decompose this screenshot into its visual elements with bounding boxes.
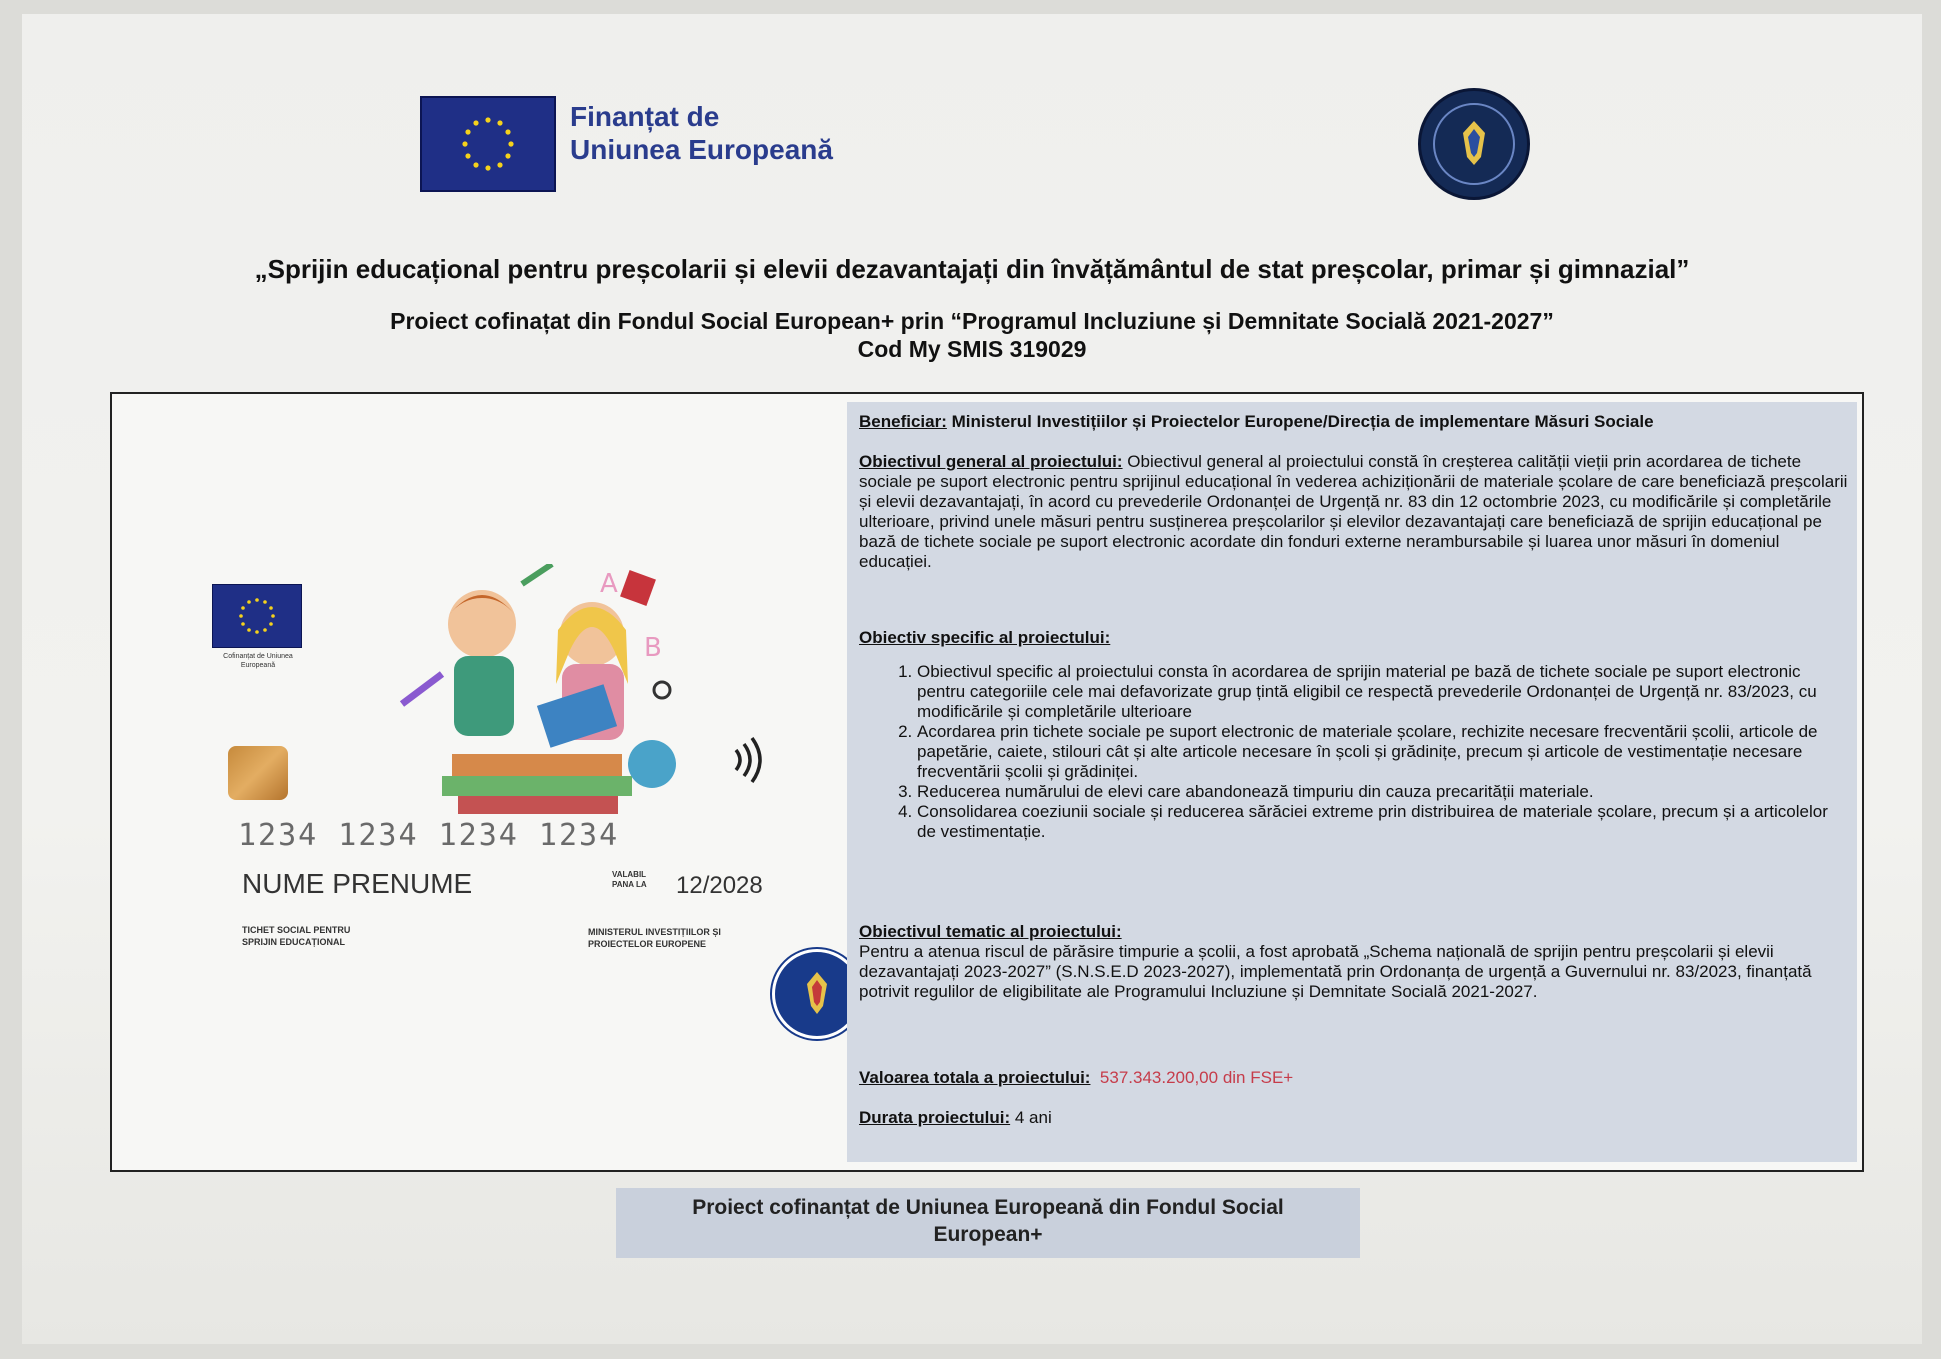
card-chip-icon: [228, 746, 288, 800]
project-info-box: [847, 402, 1857, 1162]
specific-objective-item: 1. Obiectivul specific al proiectului consta în acordarea de sprijin material pe bază de tichete sociale pe suport electronic pentru categoriile cele mai defavorizate grup țintă eligibil ce respectă prevederile Ordonanței de Urgență nr. 83/2023, cu modificările și completările ulterioare: [917, 662, 1849, 722]
project-value-label: Valoarea totala a proiectului:: [859, 1068, 1091, 1087]
specific-objective-item: 3. Reducerea numărului de elevi care abandonează timpuriu din cauza precarității materiale.: [917, 782, 1849, 802]
project-value-amount: 537.343.200,00 din FSE+: [1099, 1068, 1294, 1087]
card-valid-label-text: VALABIL PANA LA: [612, 870, 647, 889]
eu-stars-icon: [422, 98, 554, 190]
card-number: 1234 1234 1234 1234: [238, 818, 620, 853]
children-reading-illustration: [362, 564, 722, 824]
footer-line-2: European+: [933, 1223, 1043, 1246]
eu-flag-logo: [420, 96, 556, 192]
card-valid-label: [612, 870, 652, 890]
project-duration-label: Durata proiectului:: [859, 1108, 1011, 1127]
beneficiary-value: Ministerul Investițiilor și Proiectelor Europene/Direcția de implementare Măsuri Sociale: [951, 412, 1654, 431]
footer-cofinancing-note: [616, 1188, 1360, 1258]
specific-objective-list: [859, 662, 1849, 842]
card-eu-stars-icon: [213, 585, 301, 647]
poster-sheet: [22, 14, 1922, 1344]
thematic-objective-section: [859, 922, 1849, 1002]
card-type-label: [242, 924, 350, 948]
svg-text:B: B: [644, 633, 662, 663]
project-program-line: Proiect cofinațat din Fondul Social European+ prin “Programul Incluziune și Demnitate Socială 2021-2027”: [390, 308, 1554, 334]
project-duration-value: 4 ani: [1014, 1108, 1052, 1127]
specific-objective-section: [859, 628, 1849, 842]
beneficiary-section: [859, 412, 1849, 432]
info-panel: [110, 392, 1864, 1172]
project-smis-code: Cod My SMIS 319029: [857, 336, 1087, 362]
project-title: „Sprijin educațional pentru preșcolarii și elevii dezavantajați din învățământul de stat preșcolar, primar și gimnazial”: [254, 254, 1690, 284]
eagle-crest-icon: [1421, 91, 1527, 197]
kids-books-icon: [362, 564, 722, 824]
svg-text:A: A: [600, 569, 618, 599]
card-eu-caption: Cofinanțat de Uniunea Europeană: [223, 653, 293, 669]
specific-objective-label: Obiectiv specific al proiectului:: [859, 628, 1111, 647]
general-objective-text: Obiectivul general al proiectului constă în creșterea calității vieții prin acordarea de tichete sociale pe suport electronic pentru sprijinul educațional în vederea achiziționării de materiale școlare de care beneficiază preșcolarii și elevii dezavantajați, în acord cu prevederile Ordonanței de Urgență nr. 83 din 12 octombrie 2023, cu modificările și completările ulterioare, privind unele măsuri pentru susținerea preșcolarilor și elevilor dezavantajați care beneficiază de sprijin educațional pe bază de tichete sociale pe suport electronic acordate din fonduri externe nerambursabile și luarea unor măsuri în domeniul educației.: [859, 452, 1848, 571]
thematic-objective-text: Pentru a atenua riscul de părăsire timpurie a școlii, a fost aprobată „Schema națională de sprijin pentru preșcolarii și elevii dezavantajați 2023-2027” (S.N.S.E.D 2023-2027), implementată prin Ordonanța de urgență a Guvernului nr. 83/2023, finanțată potrivit regulilor de eligibilitate ale Programului Incluziune și Demnitate Socială 2021-2027.: [859, 942, 1812, 1001]
card-eu-flag-icon: [212, 584, 302, 648]
card-valid-date: 12/2028: [676, 872, 763, 899]
eu-line-2: Uniunea Europeană: [570, 134, 833, 165]
thematic-objective-label: Obiectivul tematic al proiectului:: [859, 922, 1122, 941]
eu-funding-label: [570, 100, 833, 166]
card-type-line-1: TICHET SOCIAL PENTRU: [242, 925, 351, 935]
general-objective-label: Obiectivul general al proiectului:: [859, 452, 1123, 471]
project-value-section: [859, 1068, 1849, 1088]
card-type-line-2: SPRIJIN EDUCAȚIONAL: [242, 937, 346, 947]
contactless-icon: [730, 732, 770, 797]
contactless-waves-icon: [730, 732, 770, 788]
government-seal-logo: [1418, 88, 1530, 200]
social-ticket-card: [112, 394, 832, 1170]
specific-objective-item: 2. Acordarea prin tichete sociale pe suport electronic de materiale școlare, rechizite necesare frecventării școlii, articole de papetărie, caiete, stilouri cât și alte articole necesare în școli și grădinițe, precum și articole de vestimentație necesare frecventării școlii și grădiniței.: [917, 722, 1849, 782]
card-issuer-line-1: MINISTERUL INVESTIȚIILOR ȘI: [588, 927, 721, 937]
project-duration-section: [859, 1108, 1849, 1128]
footer-line-1: Proiect cofinanțat de Uniunea Europeană din Fondul Social: [692, 1196, 1284, 1219]
project-subtitle: [22, 307, 1922, 363]
beneficiary-label: Beneficiar:: [859, 412, 947, 431]
card-holder-name: NUME PRENUME: [242, 868, 473, 899]
card-issuer-line-2: PROIECTELOR EUROPENE: [588, 939, 707, 949]
general-objective-section: [859, 452, 1849, 572]
eu-line-1: Finanțat de: [570, 101, 720, 132]
specific-objective-item: 4. Consolidarea coeziunii sociale și reducerea sărăciei extreme prin distribuirea de materiale școlare, precum și a articolelor de vestimentație.: [917, 802, 1849, 842]
card-issuer-label: [588, 926, 721, 950]
